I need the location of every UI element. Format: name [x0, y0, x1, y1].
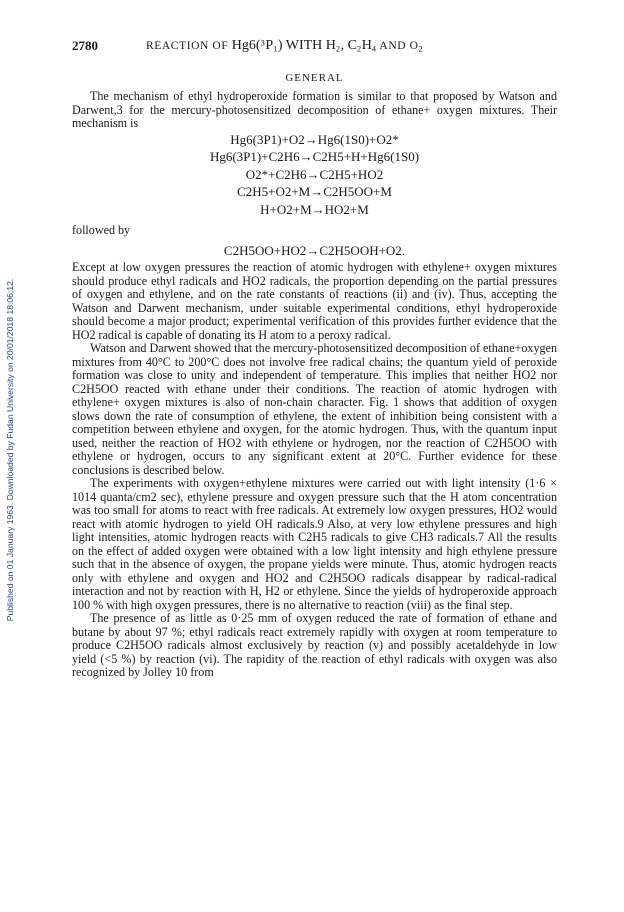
equation-4: C2H5+O2+M→C2H5OO+M — [237, 184, 392, 199]
paragraph-mechanism: The mechanism of ethyl hydroperoxide formation is similar to that proposed by Watson and Darwent,3 for the mercury-photosensitized decomposition of ethane+ oxygen mixtures. Their mechanism is — [72, 89, 557, 130]
download-watermark — [3, 140, 17, 760]
running-head — [72, 38, 557, 56]
paragraph-experiments: The experiments with oxygen+ethylene mixtures were carried out with light intensity (1·6 × 1014 quanta/cm2 sec), ethylene pressure and oxygen pressure such that the H atom concentration was too small for atoms to react with free radicals. At extremely low oxygen pressures, HO2 would react with atomic hydrogen to yield OH radicals.9 Also, at very low ethylene pressures and high light intensities, atomic hydrogen reacts with C2H5 radicals to give CH3 radicals.7 All the results on the effect of added oxygen were obtained with a low light intensity and high ethylene pressure such that in the absence of oxygen, the propane yields were minute. Thus, atomic hydrogen reacts only with ethylene and oxygen and HO2 and C2H5OO radicals disappear by radical-radical interaction and not by reaction with H, H2 or ethylene. Since the yields of hydroperoxide approach 100 % with high oxygen pressures, there is no alternative to reaction (viii) as the final step. — [72, 476, 557, 612]
page-number: 2780 — [72, 38, 98, 53]
section-heading: GENERAL — [285, 72, 344, 84]
paragraph-except: Except at low oxygen pressures the reaction of atomic hydrogen with ethylene+ oxygen mixtures should produce ethyl radicals and HO2 radicals, the proportion depending on the partial pressures of oxygen and ethylene, and on the rate constants of reactions (ii) and (iv). Thus, accepting the Watson and Darwent mechanism, under suitable experimental conditions, ethyl hydroperoxide should become a major product; experimental verification of this provides further evidence that the HO2 radical is capable of donating its H atom to a peroxy radical. — [72, 260, 557, 342]
paragraph-oxygen-presence: The presence of as little as 0·25 mm of oxygen reduced the rate of formation of ethane and butane by about 97 %; ethyl radicals react extremely rapidly with oxygen at room temperature to produce C2H5OO radicals almost exclusively by reaction (v) and possibly acetaldehyde in low yield (<5 %) by reaction (vi). The rapidity of the reaction of ethyl radicals with oxygen was also recognized by Jolley 10 from — [72, 611, 557, 679]
paragraph-watson-darwent: Watson and Darwent showed that the mercury-photosensitized decomposition of ethane+oxygen mixtures from 40°C to 200°C does not involve free radical chains; the quantum yield of peroxide formation was close to unity and independent of temperature. This implies that neither HO2 nor C2H5OO reacted with ethane under their conditions. The reaction of atomic hydrogen with ethylene+ oxygen mixtures is also of non-chain character. Fig. 1 shows that addition of oxygen slows down the rate of consumption of ethylene, the extent of inhibition being consistent with a competition between ethylene and oxygen, for the atomic hydrogen. Thus, with the quantum input used, neither the reaction of HO2 with ethylene or hydrogen, nor the reaction of C2H5OO with ethylene or hydrogen, occurs to any significant extent at 20°C. Further evidence for these conclusions is described below. — [72, 341, 557, 477]
equation-3: O2*+C2H6→C2H5+HO2 — [245, 166, 384, 182]
paper-page — [72, 38, 557, 680]
equation-2: Hg6(3P1)+C2H6→C2H5+H+Hg6(1S0) — [209, 149, 420, 164]
download-notice: Published on 01 January 1963. Downloaded by Fudan University on 20/01/2018 18:06:12. — [5, 278, 15, 622]
equation-6: C2H5OO+HO2→C2H5OOH+O2. — [223, 242, 406, 258]
equation-5: H+O2+M→HO2+M — [260, 201, 369, 217]
equation-1: Hg6(3P1)+O2→Hg6(1S0)+O2* — [230, 131, 399, 147]
followed-by-text: followed by — [72, 223, 131, 237]
running-title: REACTION OF $Hg6(^3P_1)$ WITH $H_2$, $C_2H_4$ AND $O_2$ — [146, 38, 424, 54]
